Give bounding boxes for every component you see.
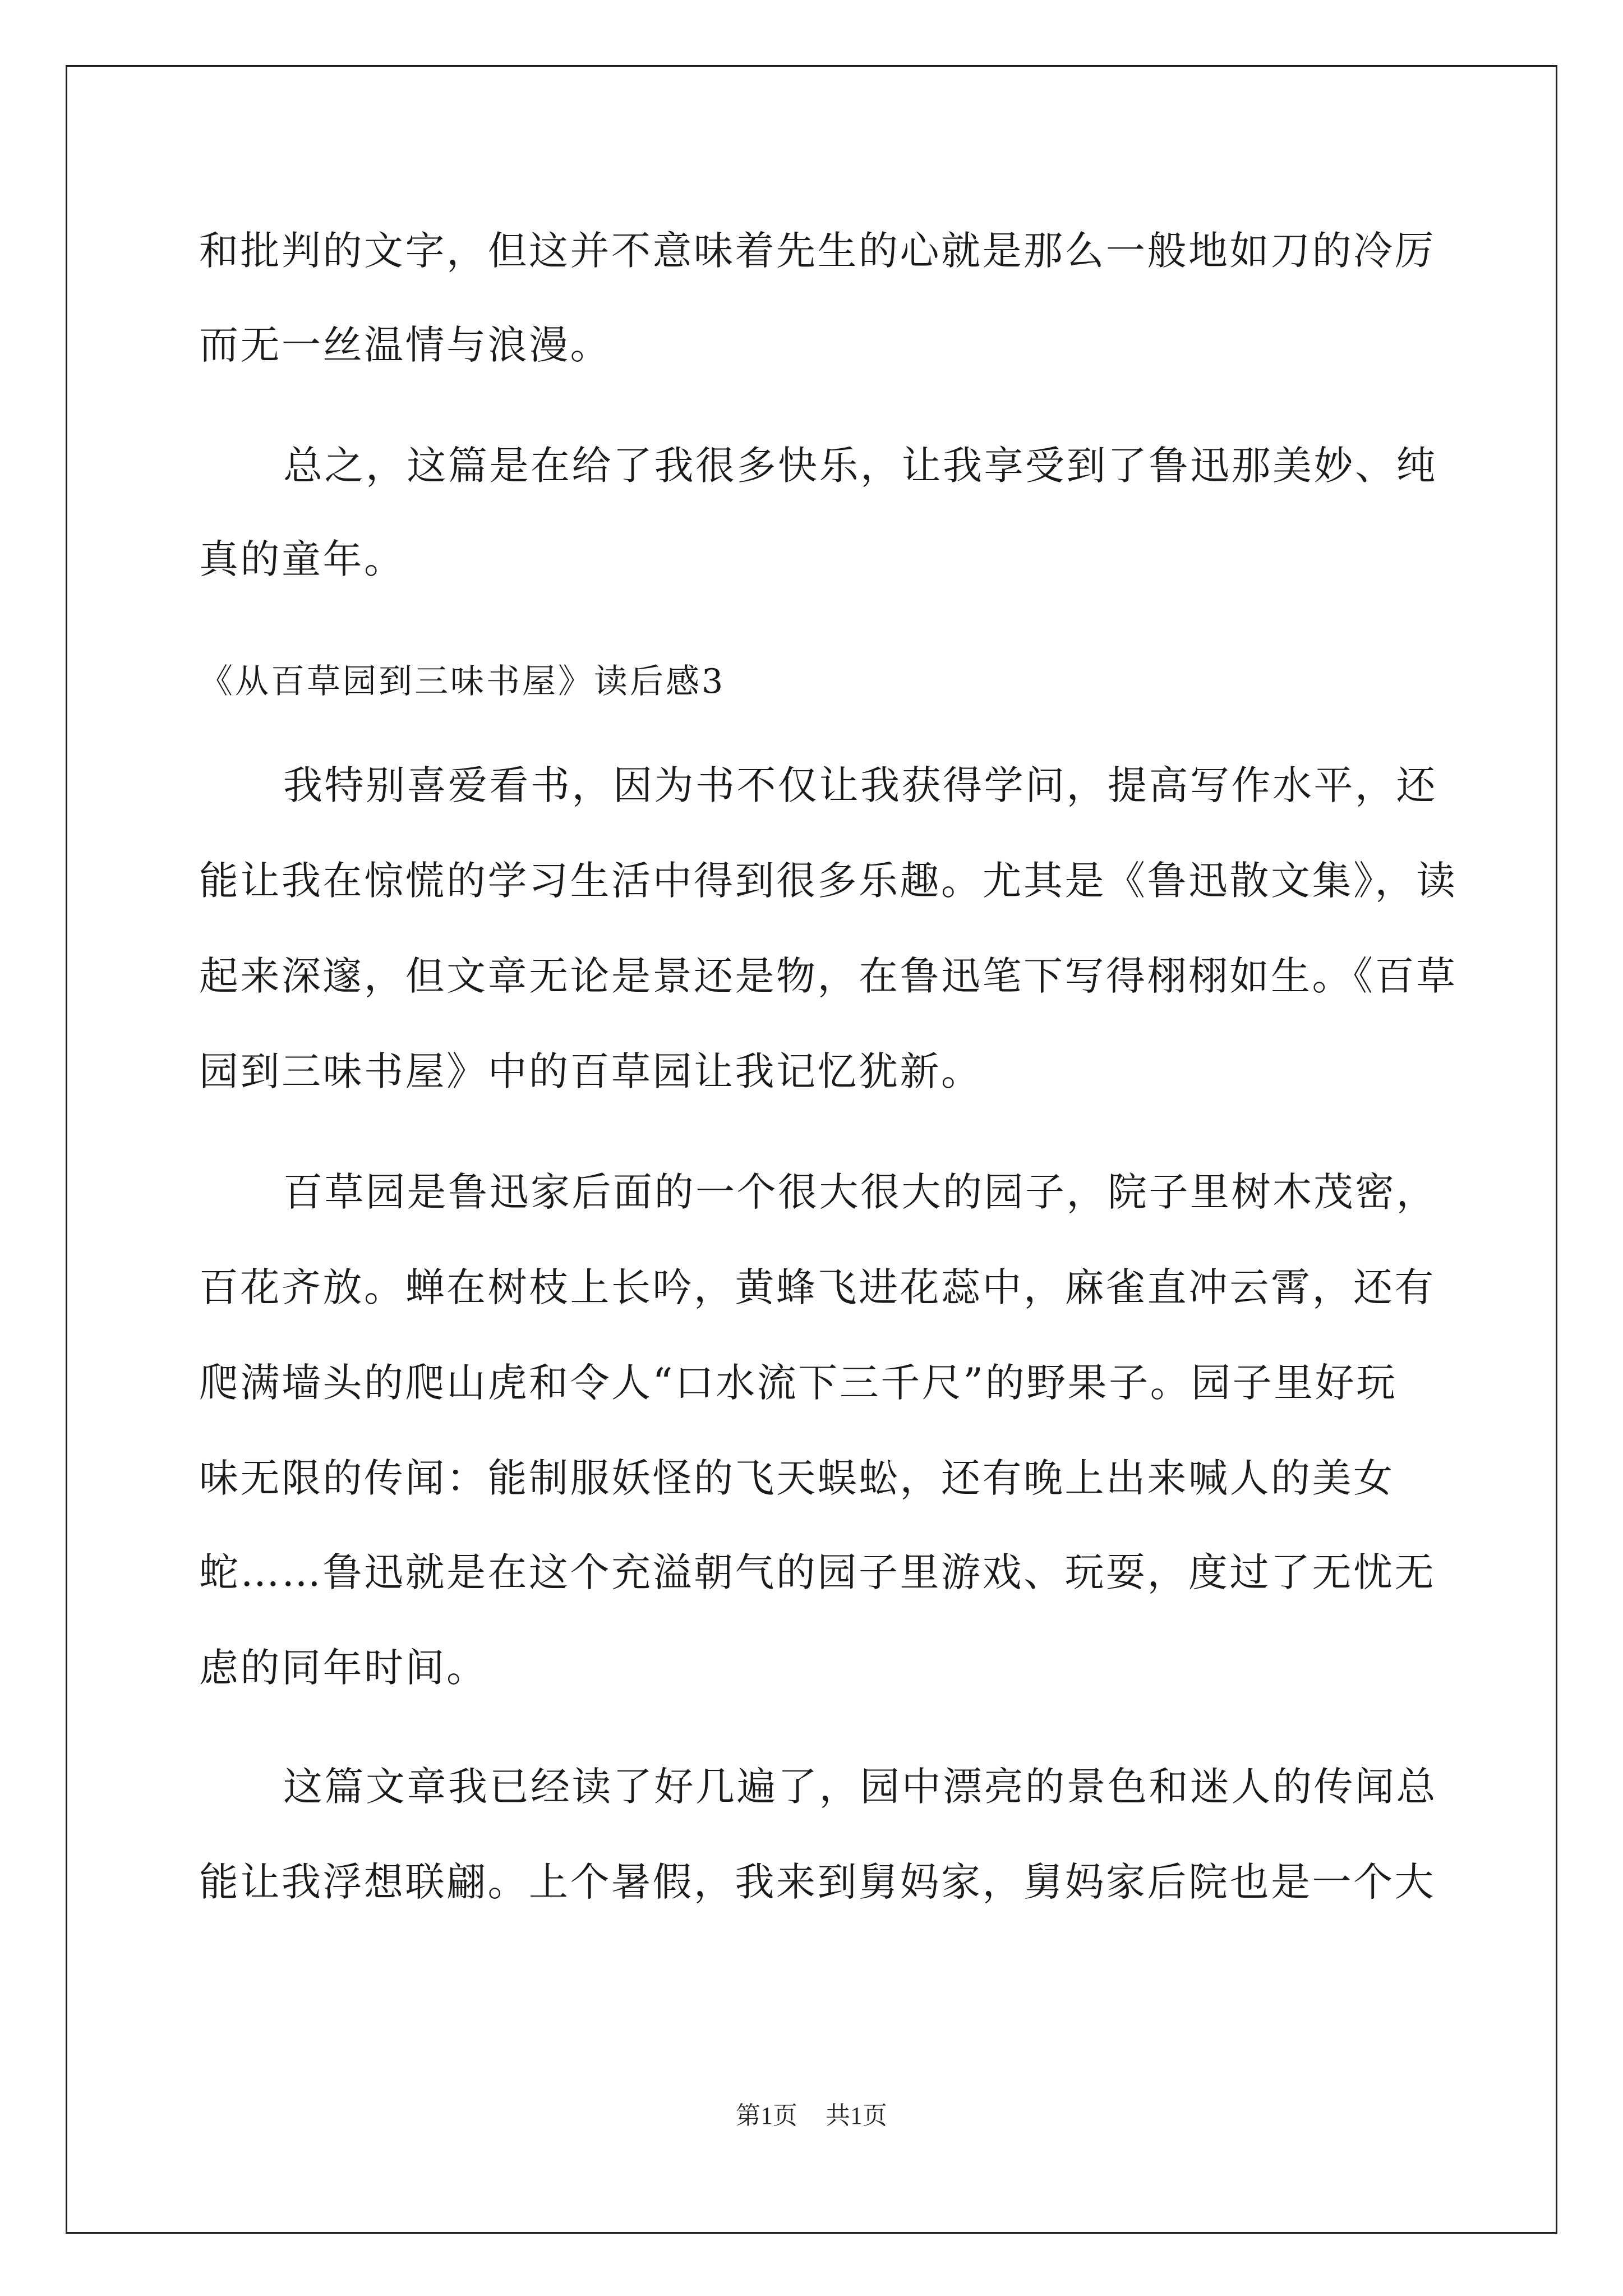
paragraph-line: 和批判的文字，但这并不意味着先生的心就是那么一般地如刀的冷厉	[199, 228, 1436, 274]
paragraph-line: 百草园是鲁迅家后面的一个很大很大的园子，院子里树木茂密，	[283, 1169, 1437, 1215]
paragraph-line: 这篇文章我已经读了好几遍了，园中漂亮的景色和迷人的传闻总	[283, 1764, 1437, 1810]
paragraph-line: 虑的同年时间。	[199, 1645, 488, 1691]
paragraph-line: 能让我浮想联翩。上个暑假，我来到舅妈家，舅妈家后院也是一个大	[199, 1859, 1436, 1905]
page-border	[66, 65, 1557, 2234]
paragraph-line: 爬满墙头的爬山虎和令人“口水流下三千尺”的野果子。园子里好玩	[199, 1360, 1398, 1406]
paragraph-line: 而无一丝温情与浪漫。	[199, 322, 611, 368]
paragraph-line: 味无限的传闻：能制服妖怪的飞天蜈蚣，还有晚上出来喊人的美女	[199, 1455, 1395, 1501]
page-number: 第1页	[736, 2102, 797, 2129]
paragraph-line: 园到三味书屋》中的百草园让我记忆犹新。	[199, 1048, 983, 1094]
paragraph-line: 我特别喜爱看书，因为书不仅让我获得学问，提高写作水平，还	[283, 762, 1437, 808]
page-total: 共1页	[826, 2102, 887, 2129]
paragraph-line: 起来深邃，但文章无论是景还是物，在鲁迅笔下写得栩栩如生。《百草	[199, 953, 1458, 999]
section-heading: 《从百草园到三味书屋》读后感3	[199, 662, 726, 701]
page-footer	[0, 2104, 1623, 2128]
paragraph-line: 总之，这篇是在给了我很多快乐，让我享受到了鲁迅那美妙、纯	[283, 443, 1437, 489]
paragraph-line: 真的童年。	[199, 536, 405, 582]
paragraph-line: 百花齐放。蝉在树枝上长吟，黄蜂飞进花蕊中，麻雀直冲云霄，还有	[199, 1264, 1436, 1310]
paragraph-line: 蛇……鲁迅就是在这个充溢朝气的园子里游戏、玩耍，度过了无忧无	[199, 1549, 1436, 1595]
paragraph-line: 能让我在惊慌的学习生活中得到很多乐趣。尤其是《鲁迅散文集》，读	[199, 858, 1458, 904]
